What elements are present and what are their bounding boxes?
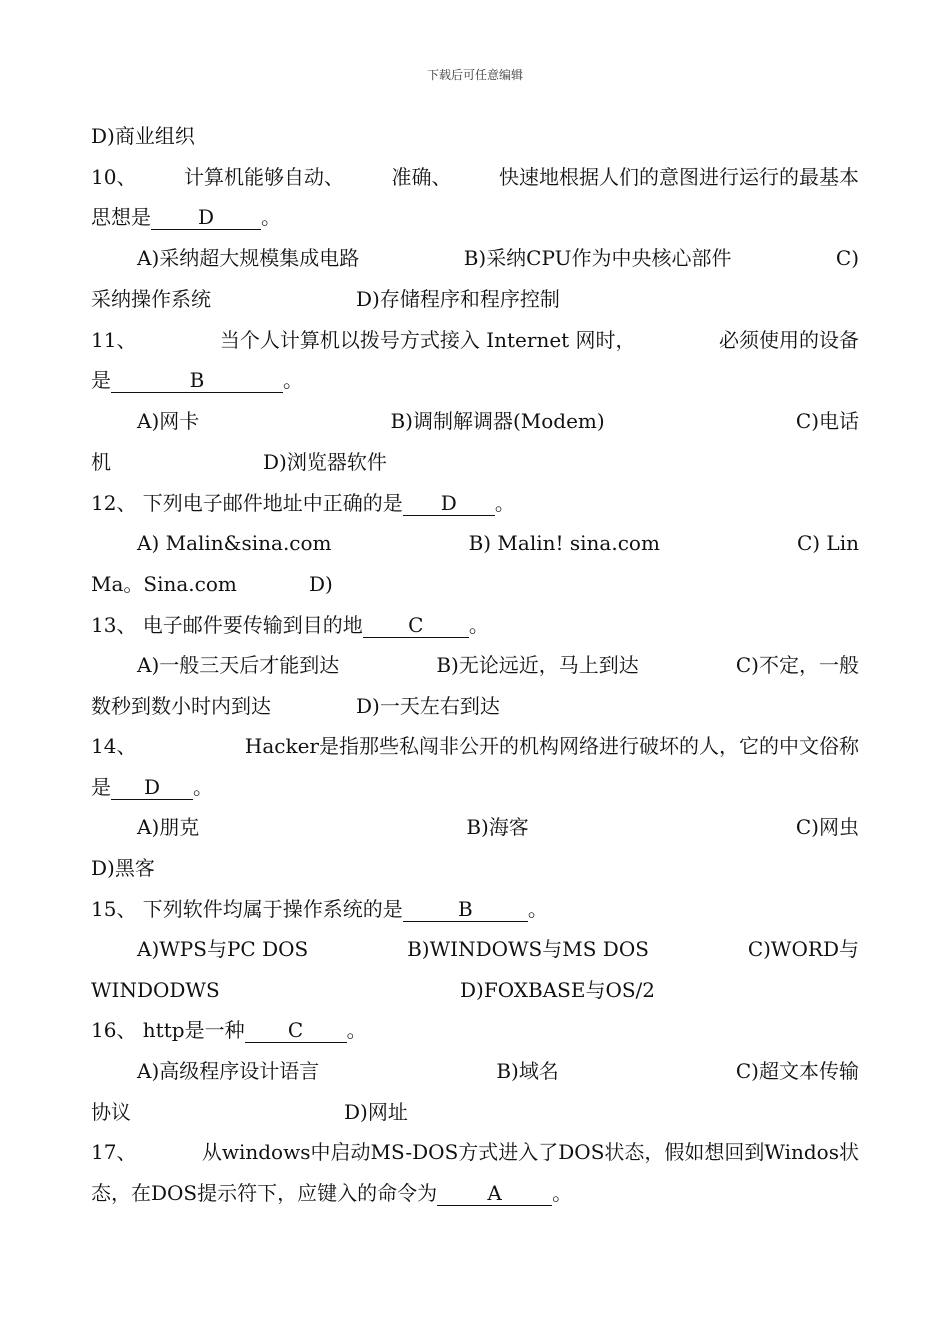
question-text: Hacker是指那些私闯非公开的机构网络进行破坏的人，它的中文俗称 — [244, 734, 859, 758]
answer-blank: A — [437, 1181, 552, 1206]
question-text: 态，在DOS提示符下，应键入的命令为 — [91, 1181, 438, 1205]
answer-blank: C — [245, 1018, 347, 1043]
question-text: 15、 下列软件均属于操作系统的是 — [91, 897, 403, 921]
answer-blank: B — [111, 368, 283, 393]
option-b: B)海客 — [466, 815, 529, 839]
question-14-line — [91, 731, 859, 761]
punctuation: 。 — [283, 368, 303, 392]
option-c: C)网虫 — [795, 815, 859, 839]
punctuation: 。 — [494, 491, 515, 515]
question-text: 16、 http是一种 — [91, 1018, 245, 1042]
punctuation: 。 — [468, 613, 489, 637]
option-b: B)调制解调器(Modem) — [390, 409, 605, 433]
option-a: A)朋克 — [137, 815, 200, 839]
option-c-cont: 协议 — [91, 1100, 131, 1124]
punctuation: 。 — [552, 1181, 573, 1205]
question-text: 是 — [91, 368, 111, 392]
question-text: 12、 下列电子邮件地址中正确的是 — [91, 491, 403, 515]
question-17-line — [91, 1137, 859, 1167]
options-line — [91, 569, 859, 599]
question-10-line-2 — [91, 202, 859, 232]
options-line — [137, 1056, 859, 1086]
question-17-line-2 — [91, 1178, 859, 1208]
page-header: 下载后可任意编辑 — [426, 68, 523, 82]
option-d: D)FOXBASE与OS/2 — [460, 978, 655, 1002]
answer-blank: B — [403, 897, 528, 922]
option-c: C) — [835, 246, 859, 270]
question-12-line — [91, 488, 859, 518]
options-line — [137, 406, 859, 436]
option-d: D)一天左右到达 — [356, 694, 500, 718]
options-line — [91, 447, 859, 477]
options-line — [137, 934, 859, 964]
question-number: 10、 — [91, 165, 137, 189]
answer-blank: D — [403, 491, 495, 516]
question-13-line — [91, 610, 859, 640]
question-16-line — [91, 1015, 859, 1045]
question-14-line-2 — [91, 772, 859, 802]
answer-blank: C — [363, 613, 469, 638]
question-11-line-2 — [91, 365, 859, 395]
question-number: 14、 — [91, 734, 137, 758]
question-text: 计算机能够自动、 — [183, 165, 344, 189]
options-line — [91, 691, 859, 721]
options-line — [91, 975, 859, 1005]
question-11-line — [91, 325, 859, 355]
option-line: D)商业组织 — [91, 124, 195, 148]
options-line — [137, 243, 859, 273]
question-number: 11、 — [91, 328, 137, 352]
option-c-cont: Ma。Sina.com — [91, 572, 237, 596]
options-line — [91, 1097, 859, 1127]
question-text: 必须使用的设备 — [718, 328, 859, 352]
question-10-line — [91, 162, 859, 192]
question-text: 当个人计算机以拨号方式接入 Internet 网时， — [219, 328, 636, 352]
question-text: 从windows中启动MS-DOS方式进入了DOS状态，假如想回到Windos状 — [201, 1140, 859, 1164]
option-b: B)域名 — [496, 1059, 559, 1083]
option-a: A)高级程序设计语言 — [137, 1059, 320, 1083]
question-15-line — [91, 894, 859, 924]
option-d: D)存储程序和程序控制 — [356, 287, 560, 311]
option-c-cont: 机 — [91, 450, 111, 474]
answer-blank: D — [151, 205, 261, 230]
option-c-cont: WINDODWS — [91, 978, 220, 1002]
question-text: 是 — [91, 775, 111, 799]
answer-blank: D — [111, 775, 193, 800]
option-b: B)采纳CPU作为中央核心部件 — [463, 246, 732, 270]
option-a: A)采纳超大规模集成电路 — [137, 246, 360, 270]
punctuation: 。 — [527, 897, 548, 921]
punctuation: 。 — [346, 1018, 367, 1042]
option-c-cont: 数秒到数小时内到达 — [91, 694, 271, 718]
question-text: 思想是 — [91, 205, 151, 229]
option-c: C)超文本传输 — [735, 1059, 859, 1083]
option-c: C)WORD与 — [747, 937, 859, 961]
punctuation: 。 — [193, 775, 213, 799]
option-b: B)无论远近，马上到达 — [436, 653, 639, 677]
option-c: C) Lin — [796, 531, 859, 555]
option-c: C)电话 — [795, 409, 859, 433]
option-a: A)一般三天后才能到达 — [137, 653, 340, 677]
options-line — [137, 650, 859, 680]
question-number: 17、 — [91, 1140, 137, 1164]
option-b: B)WINDOWS与MS DOS — [407, 937, 649, 961]
option-d: D) — [309, 572, 333, 596]
punctuation: 。 — [261, 205, 281, 229]
question-text: 准确、 — [391, 165, 452, 189]
options-line — [137, 528, 859, 558]
option-c-cont: 采纳操作系统 — [91, 287, 211, 311]
question-text: 快速地根据人们的意图进行运行的最基本 — [499, 165, 859, 189]
option-b: B) Malin! sina.com — [468, 531, 660, 555]
option-a: A)网卡 — [137, 409, 200, 433]
option-c: C)不定，一般 — [735, 653, 859, 677]
question-text: 13、 电子邮件要传输到目的地 — [91, 613, 363, 637]
option-d: D)黑客 — [91, 856, 155, 880]
option-a: A)WPS与PC DOS — [137, 937, 309, 961]
option-a: A) Malin&sina.com — [137, 531, 332, 555]
options-line — [137, 812, 859, 842]
option-d: D)浏览器软件 — [263, 450, 387, 474]
options-line — [91, 284, 859, 314]
option-d: D)网址 — [344, 1100, 408, 1124]
